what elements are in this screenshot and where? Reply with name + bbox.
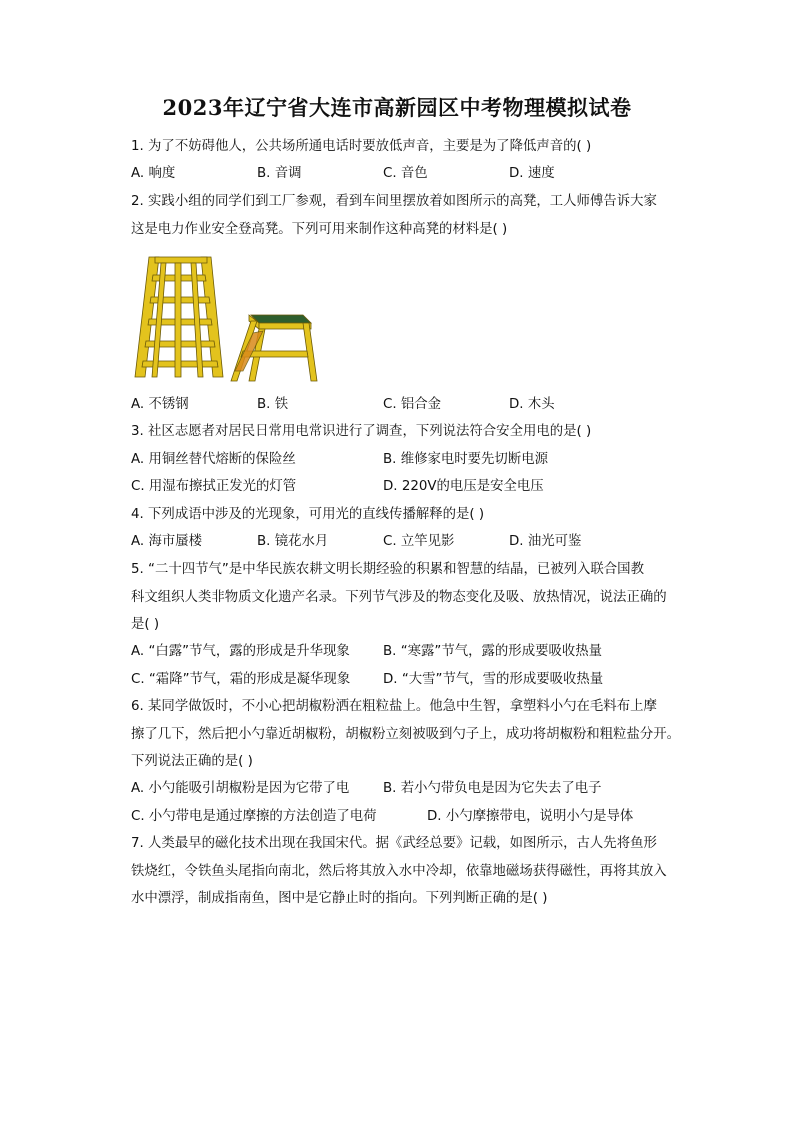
ladder-stool-figure [131, 253, 323, 385]
question-5-option-d: D. “大雪”节气，雪的形成要吸收热量 [383, 672, 604, 687]
question-2-stem-line-2: 这是电力作业安全登高凳。下列可用来制作这种高凳的材料是( ) [131, 222, 508, 237]
page-title: 2023年辽宁省大连市高新园区中考物理模拟试卷 [162, 95, 632, 120]
question-3-option-c: C. 用湿布擦拭正发光的灯管 [131, 479, 297, 494]
step-stool-illustration [231, 315, 317, 381]
question-7-stem-line-2: 铁烧红，令铁鱼头尾指向南北，然后将其放入水中冷却，依靠地磁场获得磁性，再将其放入 [131, 864, 667, 879]
question-3-option-a: A. 用铜丝替代熔断的保险丝 [131, 452, 296, 467]
question-7-stem-line-1: 7. 人类最早的磁化技术出现在我国宋代。据《武经总要》记载，如图所示，古人先将鱼形 [131, 836, 657, 851]
question-4-option-c: C. 立竿见影 [383, 534, 455, 549]
question-3-option-b: B. 维修家电时要先切断电源 [383, 452, 548, 467]
question-6-option-b: B. 若小勺带负电是因为它失去了电子 [383, 781, 602, 796]
question-1-option-d: D. 速度 [509, 166, 555, 181]
question-6-stem-line-3: 下列说法正确的是( ) [131, 754, 253, 769]
question-1-stem: 1. 为了不妨碍他人，公共场所通电话时要放低声音，主要是为了降低声音的( ) [131, 139, 592, 154]
question-7-stem-line-3: 水中漂浮，制成指南鱼，图中是它静止时的指向。下列判断正确的是( ) [131, 891, 548, 906]
question-6-stem-line-2: 擦了几下，然后把小勺靠近胡椒粉，胡椒粉立刻被吸到勺子上，成功将胡椒粉和粗粒盐分开。 [131, 727, 681, 742]
question-1-option-a: A. 响度 [131, 166, 176, 181]
question-2-option-c: C. 铝合金 [383, 397, 442, 412]
question-5-stem-line-3: 是( ) [131, 617, 160, 632]
question-5-stem-line-1: 5. “二十四节气”是中华民族农耕文明长期经验的积累和智慧的结晶，已被列入联合国教 [131, 562, 644, 577]
question-4-option-a: A. 海市蜃楼 [131, 534, 202, 549]
question-2-option-d: D. 木头 [509, 397, 555, 412]
question-5-option-c: C. “霜降”节气，霜的形成是凝华现象 [131, 672, 351, 687]
question-3-option-d: D. 220V的电压是安全电压 [383, 479, 544, 494]
question-2-option-b: B. 铁 [257, 397, 289, 412]
question-1-option-c: C. 音色 [383, 166, 428, 181]
question-4-option-b: B. 镜花水月 [257, 534, 329, 549]
question-4-stem: 4. 下列成语中涉及的光现象，可用光的直线传播解释的是( ) [131, 507, 485, 522]
question-3-stem: 3. 社区志愿者对居民日常用电常识进行了调查，下列说法符合安全用电的是( ) [131, 424, 592, 439]
question-6-stem-line-1: 6. 某同学做饭时，不小心把胡椒粉洒在粗粒盐上。他急中生智，拿塑料小勺在毛料布上摩 [131, 699, 657, 714]
question-2-stem-line-1: 2. 实践小组的同学们到工厂参观，看到车间里摆放着如图所示的高凳，工人师傅告诉大家 [131, 194, 657, 209]
question-5-stem-line-2: 科文组织人类非物质文化遗产名录。下列节气涉及的物态变化及吸、放热情况，说法正确的 [131, 590, 667, 605]
question-4-option-d: D. 油光可鉴 [509, 534, 582, 549]
question-6-option-c: C. 小勺带电是通过摩擦的方法创造了电荷 [131, 809, 377, 824]
question-6-option-d: D. 小勺摩擦带电，说明小勺是导体 [427, 809, 634, 824]
question-1-option-b: B. 音调 [257, 166, 302, 181]
question-5-option-a: A. “白露”节气，露的形成是升华现象 [131, 644, 350, 659]
question-6-option-a: A. 小勺能吸引胡椒粉是因为它带了电 [131, 781, 350, 796]
question-5-option-b: B. “寒露”节气，露的形成要吸收热量 [383, 644, 603, 659]
question-2-option-a: A. 不锈钢 [131, 397, 189, 412]
tall-ladder-illustration [135, 257, 223, 377]
